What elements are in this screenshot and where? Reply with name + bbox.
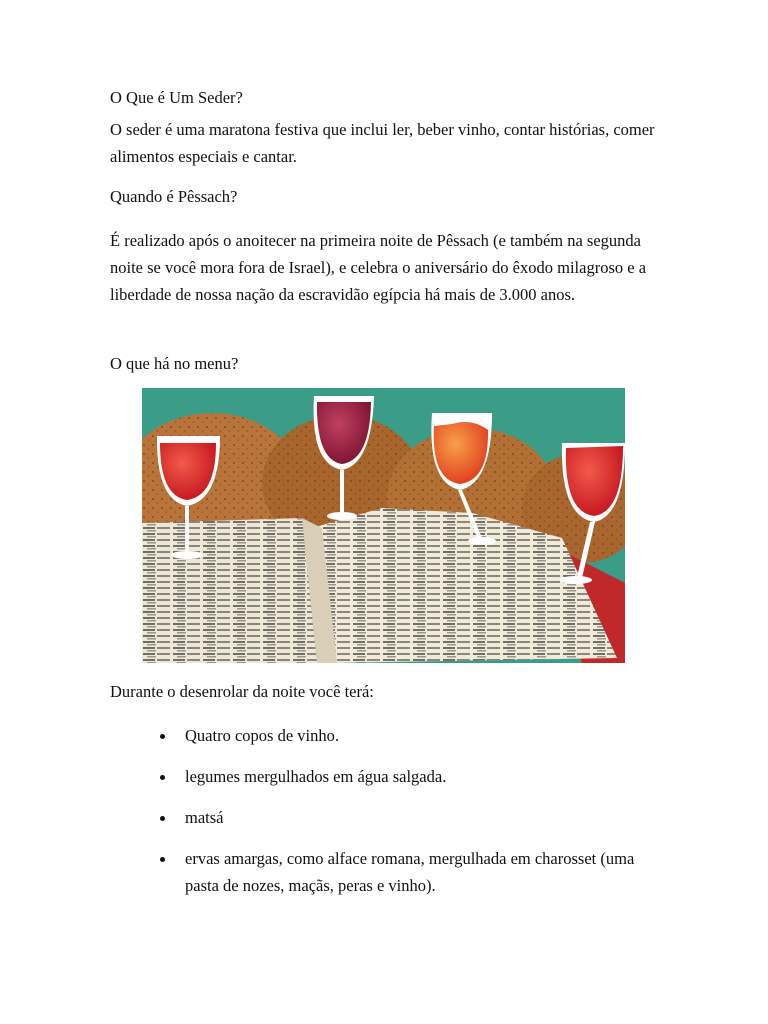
list-item [110, 845, 670, 899]
bullet-icon [160, 775, 165, 780]
seder-illustration [142, 388, 625, 663]
list-item-text: legumes mergulhados em água salgada. [185, 767, 447, 786]
bullet-icon [160, 816, 165, 821]
paragraph-seder: O seder é uma maratona festiva que inclui ler, beber vinho, contar histórias, comer alimentos especiais e cantar. [110, 120, 655, 166]
seder-illustration-image [142, 388, 625, 663]
bullet-icon [160, 734, 165, 739]
list-item-text: ervas amargas, como alface romana, mergulhada em charosset (uma pasta de nozes, maçãs, peras e vinho). [185, 849, 635, 895]
list-item [110, 722, 670, 749]
list-intro: Durante o desenrolar da noite você terá: [110, 682, 374, 701]
bullet-icon [160, 857, 165, 862]
heading-menu: O que há no menu? [110, 354, 239, 373]
list-item [110, 763, 670, 790]
list-item [110, 804, 670, 831]
heading-pessach: Quando é Pêssach? [110, 187, 238, 206]
paragraph-pessach: É realizado após o anoitecer na primeira noite de Pêssach (e também na segunda noite se você mora fora de Israel), e celebra o aniversário do êxodo milagroso e a liberdade de nossa nação da escravidão egípcia há mais de 3.000 anos. [110, 231, 647, 304]
list-item-text: matsá [185, 808, 224, 827]
heading-seder: O Que é Um Seder? [110, 88, 243, 107]
list-item-text: Quatro copos de vinho. [185, 726, 339, 745]
menu-list [110, 722, 670, 899]
